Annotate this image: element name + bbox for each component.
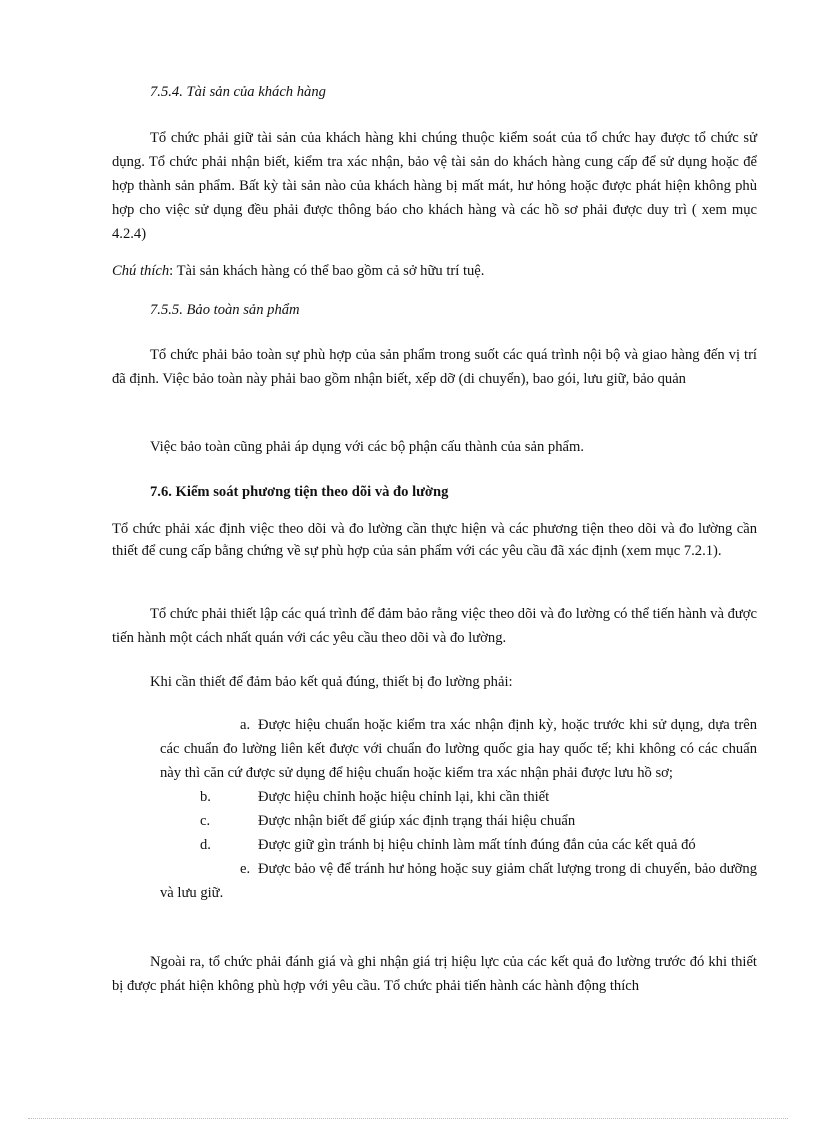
requirements-list [160,713,757,905]
paragraph-7-5-5-body: Tổ chức phải bảo toàn sự phù hợp của sản phẩm trong suốt các quá trình nội bộ và giao hàng đến vị trí đã định. Việc bảo toàn này phải bao gồm nhận biết, xếp dỡ (di chuyển), bao gói, lưu giữ, bảo quản [112,347,757,387]
list-item [160,809,757,833]
list-marker: d. [200,837,211,853]
list-marker: a. [240,717,251,733]
paragraph-7-6-validity: Ngoài ra, tổ chức phải đánh giá và ghi nhận giá trị hiệu lực của các kết quả đo lường trước đó khi thiết bị được phát hiện không phù hợp với yêu cầu. Tổ chức phải tiến hành các hành động thích [112,954,757,994]
list-item-text: Được bảo vệ để tránh hư hỏng hoặc suy giảm chất lượng trong di chuyển, bảo dưỡng và lưu giữ. [160,861,757,901]
list-item-text: Được nhận biết để giúp xác định trạng thái hiệu chuẩn [258,813,576,829]
paragraph-7-6-processes: Tổ chức phải thiết lập các quá trình để đảm bảo rằng việc theo dõi và đo lường có thể tiến hành và được tiến hành một cách nhất quán với các yêu cầu theo dõi và đo lường. [112,606,757,646]
list-item [160,713,757,785]
note-text: : Tài sản khách hàng có thể bao gồm cả sở hữu trí tuệ. [169,263,485,279]
list-marker: e. [240,861,251,877]
list-item-text: Được hiệu chỉnh hoặc hiệu chỉnh lại, khi cần thiết [258,789,550,805]
list-marker: c. [200,813,211,829]
paragraph-7-6-scope: Tổ chức phải xác định việc theo dõi và đo lường cần thực hiện và các phương tiện theo dõi và đo lường cần thiết để cung cấp bằng chứng về sự phù hợp của sản phẩm với các yêu cầu đã xác định (xem mục 7.2.1). [112,521,757,559]
section-heading-7-6: 7.6. Kiểm soát phương tiện theo dõi và đo lường [150,484,449,500]
section-heading-7-5-4: 7.5.4. Tài sản của khách hàng [150,84,326,100]
note-label: Chú thích [112,263,170,279]
note-paragraph [112,259,757,283]
paragraph-7-5-4-body: Tổ chức phải giữ tài sản của khách hàng khi chúng thuộc kiểm soát của tổ chức hay được tổ chức sử dụng. Tổ chức phải nhận biết, kiểm tra xác nhận, bảo vệ tài sản do khách hàng cung cấp để sử dụng hoặc để hợp thành sản phẩm. Bất kỳ tài sản nào của khách hàng bị mất mát, hư hỏng hoặc được phát hiện không phù hợp cho việc sử dụng đều phải được thông báo cho khách hàng và các hồ sơ phải được duy trì ( xem mục 4.2.4) [112,130,757,242]
list-marker: b. [200,789,211,805]
paragraph-7-6-requirements-intro: Khi cần thiết để đảm bảo kết quả đúng, thiết bị đo lường phải: [150,674,513,690]
list-item [160,833,757,857]
paragraph-7-5-5-components: Việc bảo toàn cũng phải áp dụng với các bộ phận cấu thành của sản phẩm. [150,439,584,455]
section-heading-7-5-5: 7.5.5. Bảo toàn sản phẩm [150,302,300,318]
list-item [160,857,757,905]
page-bottom-divider [28,1118,788,1119]
list-item-text: Được giữ gìn tránh bị hiệu chỉnh làm mất tính đúng đắn của các kết quả đó [258,837,696,853]
list-item [160,785,757,809]
list-item-text: Được hiệu chuẩn hoặc kiểm tra xác nhận định kỳ, hoặc trước khi sử dụng, dựa trên các chuẩn đo lường liên kết được với chuẩn đo lường quốc gia hay quốc tế; khi không có các chuẩn này thì căn cứ được sử dụng để hiệu chuẩn hoặc kiểm tra xác nhận phải được lưu hồ sơ; [160,717,757,781]
